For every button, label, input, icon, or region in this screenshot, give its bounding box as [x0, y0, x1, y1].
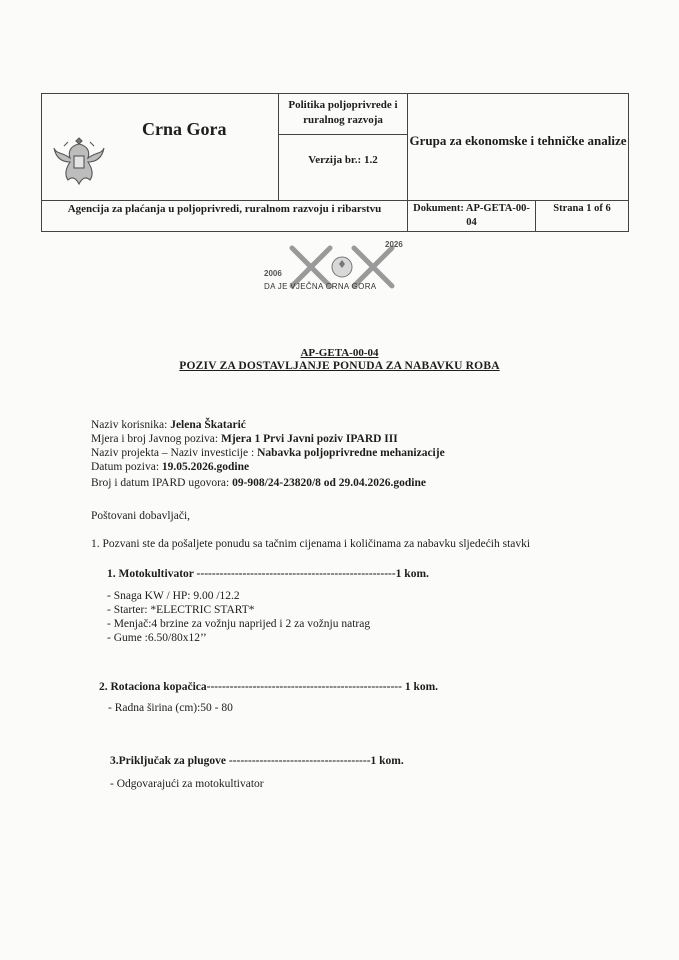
item-heading: 3.Priključak za plugove -------------------------------------1 kom.	[110, 755, 404, 767]
page-number: Strana 1 of 6	[553, 203, 611, 214]
item-spec: - Starter: *ELECTRIC START*	[107, 604, 255, 616]
intro-paragraph: 1. Pozvani ste da pošaljete ponudu sa tačnim cijenama i količinama za nabavku sljedećih stavki	[91, 538, 531, 550]
header-table	[41, 93, 629, 232]
header-group-cell	[408, 94, 628, 200]
info-line-contract: Broj i datum IPARD ugovora: 09-908/24-23820/8 od 29.04.2026.godine	[91, 477, 427, 489]
info-line-date: Datum poziva: 19.05.2026.godine	[91, 461, 250, 473]
info-line-project: Naziv projekta – Naziv investicije : Nabavka poljoprivredne mehanizacije	[91, 447, 445, 459]
item-spec: - Odgovarajući za motokultivator	[110, 778, 264, 790]
document-title: POZIV ZA DOSTAVLJANJE PONUDA ZA NABAVKU ROBA	[179, 360, 500, 372]
agency-name: Agencija za plaćanja u poljoprivredi, ruralnom razvoju i ribarstvu	[42, 200, 408, 231]
country-name: Crna Gora	[142, 119, 227, 139]
logo-year-end: 2026	[385, 240, 403, 249]
logo-year-start: 2006	[264, 269, 282, 278]
item-spec: - Snaga KW / HP: 9.00 /12.2	[107, 590, 240, 602]
logo-slogan: DA JE VJEČNA CRNA GORA	[264, 282, 377, 291]
item-spec: - Radna širina (cm):50 - 80	[108, 702, 233, 714]
policy-name: Politika poljoprivrede i ruralnog razvoja	[279, 94, 407, 135]
document-id: Dokument: AP-GETA-00-04	[408, 200, 536, 231]
version-label: Verzija br.: 1.2	[308, 154, 378, 166]
document-code: AP-GETA-00-04	[300, 347, 379, 359]
info-line-beneficiary: Naziv korisnika: Jelena Škatarić	[91, 419, 246, 431]
item-spec: - Menjač:4 brzine za vožnju naprijed i 2 za vožnju natrag	[107, 618, 371, 630]
item-heading: 2. Rotaciona kopačica--------------------------------------------------- 1 kom.	[99, 681, 439, 693]
item-heading: 1. Motokultivator ----------------------------------------------------1 kom.	[107, 568, 429, 580]
group-name: Grupa za ekonomske i tehničke analize	[409, 133, 627, 148]
header-row-top	[42, 94, 628, 201]
info-line-measure: Mjera i broj Javnog poziva: Mjera 1 Prvi Javni poziv IPARD III	[91, 433, 398, 445]
header-row-bottom	[42, 200, 628, 231]
coat-of-arms-icon	[50, 132, 108, 190]
item-spec: - Gume :6.50/80x12’’	[107, 632, 207, 644]
greeting: Poštovani dobavljači,	[91, 510, 191, 522]
header-policy-cell	[279, 94, 408, 200]
